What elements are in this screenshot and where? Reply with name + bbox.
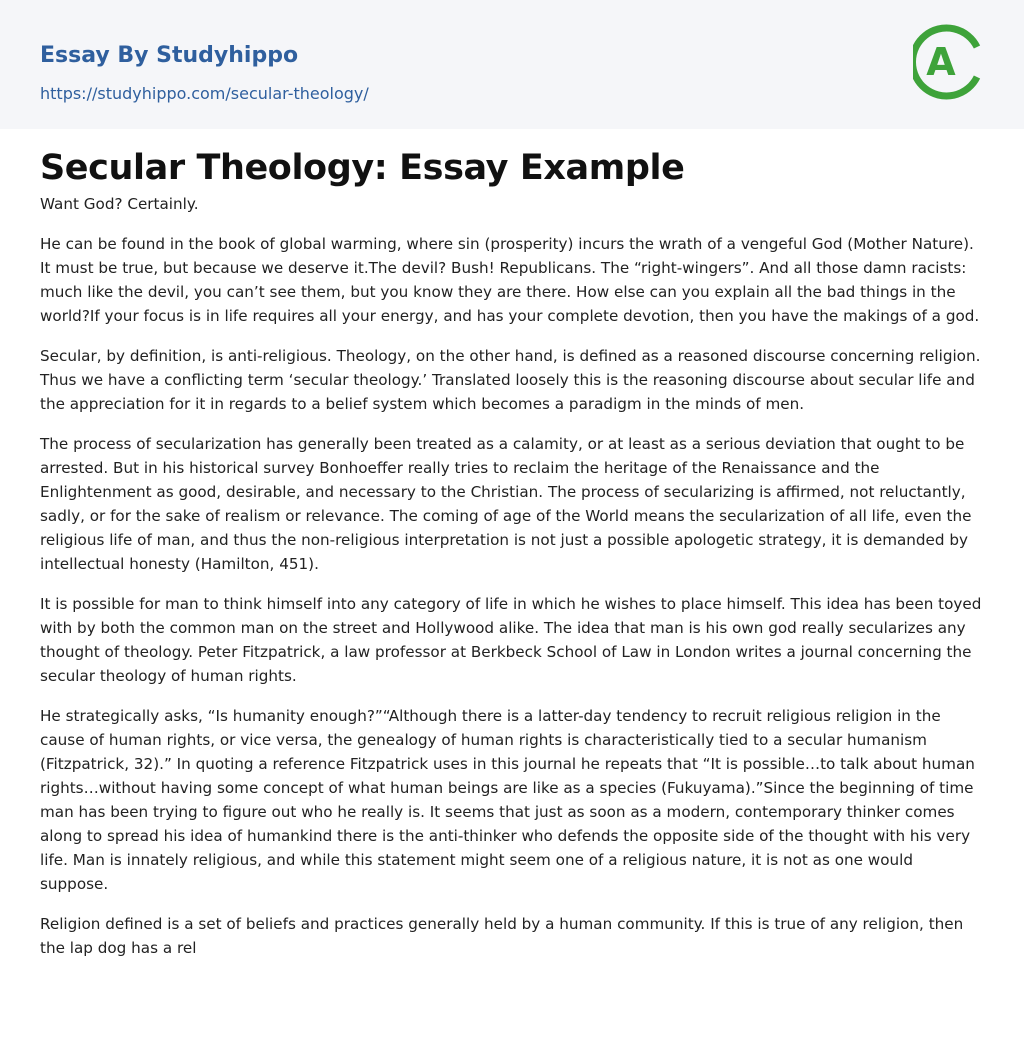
site-header: [0, 0, 1024, 129]
paragraph: Want God? Certainly.: [40, 195, 199, 213]
brand-title: Essay By Studyhippo: [40, 43, 299, 68]
paragraph: Secular, by definition, is anti-religious. Theology, on the other hand, is defined as a reasoned discourse concerning religion. Thus we have a conflicting term ‘secular theology.’ Translated loosely this is the reasoning discourse about secular life and the appreciation for it in regards to a belief system which becomes a paradigm in the minds of men.: [40, 347, 981, 413]
paragraph: It is possible for man to think himself into any category of life in which he wishes to place himself. This idea has been toyed with by both the common man on the street and Hollywood alike. The idea that man is his own god really secularizes any thought of theology. Peter Fitzpatrick, a law professor at Berkbeck School of Law in London writes a journal concerning the secular theology of human rights.: [40, 595, 982, 685]
logo-letter: A: [926, 40, 956, 84]
paragraph: He strategically asks, “Is humanity enough?”“Although there is a latter-day tendency to recruit religious religion in the cause of human rights, or vice versa, the genealogy of human rights is characteristically tied to a secular humanism (Fitzpatrick, 32).” In quoting a reference Fitzpatrick uses in this journal he repeats that “It is possible…to talk about human rights…without having some concept of what human beings are like as a species (Fukuyama).”Since the beginning of time man has been trying to figure out who he really is. It seems that just as soon as a modern, contemporary thinker comes along to spread his idea of humankind there is the anti-thinker who defends the opposite side of the thought with his very life. Man is innately religious, and while this statement might seem one of a religious nature, it is not as one would suppose.: [40, 707, 975, 893]
essay-url-link[interactable]: https://studyhippo.com/secular-theology/: [40, 84, 369, 103]
article-body: [0, 129, 1024, 960]
page-title: Secular Theology: Essay Example: [40, 148, 685, 188]
paragraph: Religion defined is a set of beliefs and practices generally held by a human community. If this is true of any religion, then the lap dog has a rel: [40, 915, 964, 957]
paragraph: He can be found in the book of global warming, where sin (prosperity) incurs the wrath of a vengeful God (Mother Nature). It must be true, but because we deserve it.The devil? Bush! Republicans. The “right-wingers”. And all those damn racists: much like the devil, you can’t see them, but you know they are there. How else can you explain all the bad things in the world?If your focus is in life requires all your energy, and has your complete devotion, then you have the makings of a god.: [40, 235, 980, 325]
studyhippo-logo-icon[interactable]: [913, 19, 985, 105]
paragraph: The process of secularization has generally been treated as a calamity, or at least as a serious deviation that ought to be arrested. But in his historical survey Bonhoeffer really tries to reclaim the heritage of the Renaissance and the Enlightenment as good, desirable, and necessary to the Christian. The process of secularizing is affirmed, not reluctantly, sadly, or for the sake of realism or relevance. The coming of age of the World means the secularization of all life, even the religious life of man, and thus the non-religious interpretation is not just a possible apologetic strategy, it is demanded by intellectual honesty (Hamilton, 451).: [40, 435, 972, 573]
